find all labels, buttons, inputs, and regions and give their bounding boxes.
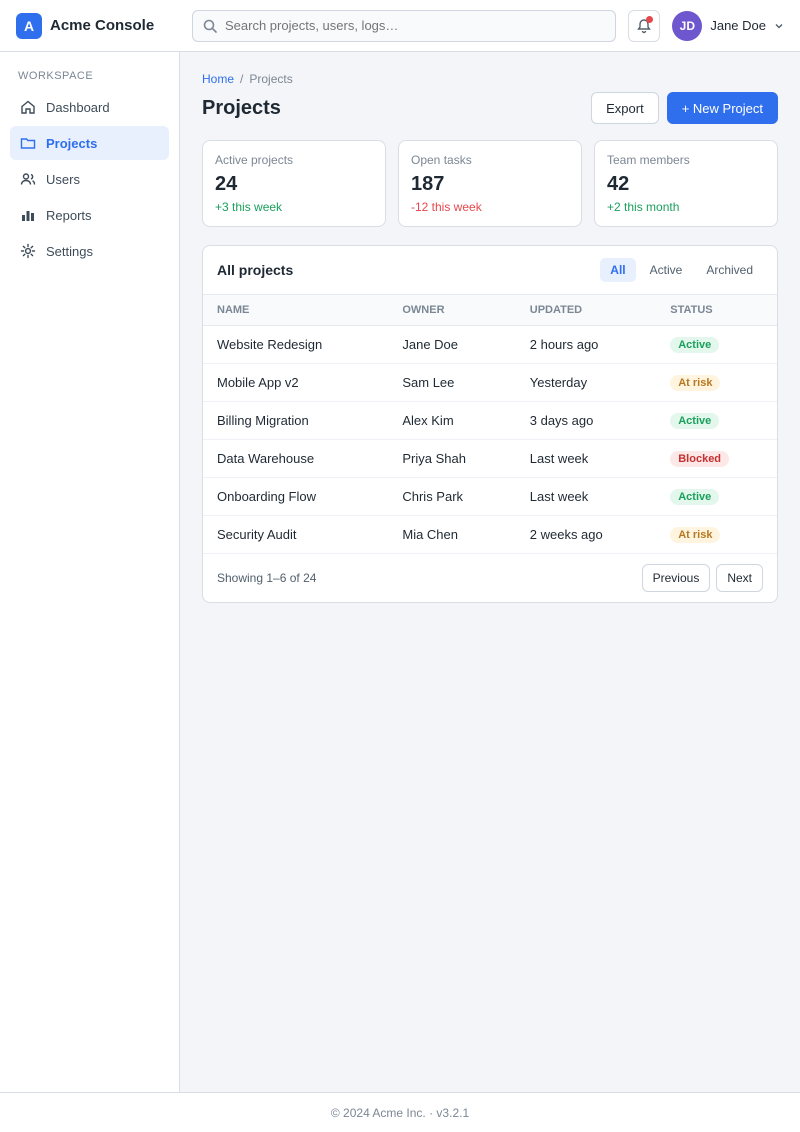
projects-table	[203, 295, 777, 554]
cell-status	[656, 440, 777, 478]
search-input[interactable]	[225, 18, 605, 33]
status-badge: At risk	[670, 375, 720, 391]
cell-name: Mobile App v2	[203, 364, 388, 402]
search-icon	[203, 19, 217, 33]
breadcrumb-home[interactable]: Home	[202, 72, 235, 86]
status-badge: Active	[670, 337, 719, 353]
notifications-button[interactable]	[628, 10, 660, 42]
search-box[interactable]	[192, 10, 616, 42]
users-icon	[20, 171, 36, 187]
page-title: Projects	[202, 96, 281, 119]
table-row[interactable]	[203, 402, 777, 440]
column-header[interactable]: STATUS	[656, 295, 777, 326]
cell-updated: Last week	[516, 440, 656, 478]
cell-status	[656, 364, 777, 402]
cell-owner: Jane Doe	[388, 326, 515, 364]
cell-status	[656, 478, 777, 516]
export-button[interactable]: Export	[591, 92, 659, 124]
cell-owner: Alex Kim	[388, 402, 515, 440]
chart-icon	[20, 207, 36, 223]
sidebar-item-settings[interactable]	[10, 234, 169, 268]
stat-card	[398, 140, 582, 227]
tab-active[interactable]: Active	[649, 263, 683, 277]
home-icon	[20, 99, 36, 115]
sidebar-item-label: Reports	[46, 207, 92, 223]
page-actions	[591, 92, 778, 124]
column-header[interactable]: NAME	[203, 295, 388, 326]
tab-all[interactable]: All	[600, 258, 635, 282]
cell-updated: 2 weeks ago	[516, 516, 656, 554]
folder-icon	[20, 135, 36, 151]
page-header	[202, 92, 778, 124]
cell-updated: 2 hours ago	[516, 326, 656, 364]
status-badge: Active	[670, 489, 719, 505]
breadcrumb	[202, 72, 778, 86]
stat-delta: +3 this week	[215, 200, 283, 214]
sidebar-item-label: Users	[46, 171, 80, 187]
sidebar-item-dashboard[interactable]	[10, 90, 169, 124]
chevron-down-icon	[774, 21, 784, 31]
projects-panel	[202, 245, 778, 603]
stat-delta: +2 this month	[607, 200, 680, 214]
logo: A	[16, 13, 42, 39]
table-header-row	[203, 295, 777, 326]
cell-status	[656, 516, 777, 554]
notification-dot	[646, 16, 653, 23]
panel-header	[203, 246, 777, 295]
stat-card	[202, 140, 386, 227]
status-badge: Blocked	[670, 451, 729, 467]
cell-name: Onboarding Flow	[203, 478, 388, 516]
stats-row	[202, 140, 778, 227]
stat-value: 42	[607, 173, 630, 195]
top-header	[0, 0, 800, 52]
stat-label: Open tasks	[411, 153, 472, 167]
stat-card	[594, 140, 778, 227]
new-project-button[interactable]: + New Project	[667, 92, 778, 124]
next-page-button[interactable]: Next	[716, 564, 763, 592]
cell-owner: Sam Lee	[388, 364, 515, 402]
tab-archived[interactable]: Archived	[706, 263, 753, 277]
table-row[interactable]	[203, 364, 777, 402]
sidebar	[0, 52, 180, 1092]
cell-status	[656, 326, 777, 364]
footer	[0, 1092, 800, 1132]
table-row[interactable]	[203, 516, 777, 554]
sidebar-item-reports[interactable]	[10, 198, 169, 232]
table-row[interactable]	[203, 440, 777, 478]
avatar: JD	[672, 11, 702, 41]
main-content	[180, 52, 800, 1092]
cell-updated: Yesterday	[516, 364, 656, 402]
cell-owner: Chris Park	[388, 478, 515, 516]
stat-label: Active projects	[215, 153, 294, 167]
sidebar-item-label: Projects	[46, 135, 98, 151]
sidebar-section-title: WORKSPACE	[18, 70, 94, 82]
pagination	[203, 554, 777, 602]
sidebar-item-projects[interactable]	[10, 126, 169, 160]
cell-updated: 3 days ago	[516, 402, 656, 440]
column-header[interactable]: OWNER	[388, 295, 515, 326]
gear-icon	[20, 243, 36, 259]
app-name: Acme Console	[50, 17, 155, 34]
table-row[interactable]	[203, 478, 777, 516]
table-row[interactable]	[203, 326, 777, 364]
column-header[interactable]: UPDATED	[516, 295, 656, 326]
pagination-summary: Showing 1–6 of 24	[217, 571, 317, 585]
filter-tabs	[600, 258, 763, 282]
stat-value: 187	[411, 173, 445, 195]
sidebar-item-label: Dashboard	[46, 99, 110, 115]
stat-value: 24	[215, 173, 238, 195]
user-menu[interactable]	[672, 11, 784, 41]
pagination-buttons	[642, 564, 763, 592]
user-name: Jane Doe	[710, 18, 766, 33]
stat-delta: -12 this week	[411, 200, 482, 214]
cell-name: Website Redesign	[203, 326, 388, 364]
sidebar-item-label: Settings	[46, 243, 93, 259]
panel-title: All projects	[217, 262, 294, 278]
cell-name: Data Warehouse	[203, 440, 388, 478]
cell-owner: Mia Chen	[388, 516, 515, 554]
status-badge: Active	[670, 413, 719, 429]
previous-page-button[interactable]: Previous	[642, 564, 711, 592]
stat-label: Team members	[607, 153, 690, 167]
brand[interactable]	[16, 13, 180, 39]
sidebar-item-users[interactable]	[10, 162, 169, 196]
cell-owner: Priya Shah	[388, 440, 515, 478]
breadcrumb-current: Projects	[249, 72, 293, 86]
cell-name: Security Audit	[203, 516, 388, 554]
cell-updated: Last week	[516, 478, 656, 516]
status-badge: At risk	[670, 527, 720, 543]
footer-text: © 2024 Acme Inc. · v3.2.1	[330, 1105, 470, 1120]
table-body	[203, 326, 777, 554]
cell-status	[656, 402, 777, 440]
breadcrumb-separator: /	[240, 72, 244, 86]
cell-name: Billing Migration	[203, 402, 388, 440]
